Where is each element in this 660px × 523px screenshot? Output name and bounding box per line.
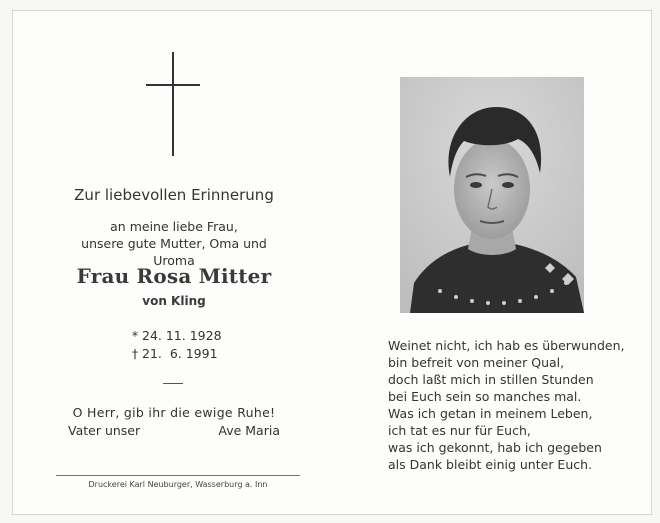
life-dates bbox=[128, 327, 222, 363]
dedication bbox=[60, 218, 288, 269]
prayer-block bbox=[68, 404, 280, 440]
poem-line: was ich gekonnt, hab ich gegeben bbox=[388, 440, 602, 455]
divider bbox=[163, 383, 183, 384]
deceased-name: Frau Rosa Mitter bbox=[76, 264, 272, 288]
poem-line: als Dank bleibt einig unter Euch. bbox=[388, 457, 593, 472]
prayer-names bbox=[68, 422, 280, 440]
dedication-line-1: an meine liebe Frau, bbox=[110, 219, 238, 234]
poem-line: ich tat es nur für Euch, bbox=[388, 423, 531, 438]
death-cross-icon: † bbox=[131, 346, 139, 361]
card-heading: Zur liebevollen Erinnerung bbox=[74, 186, 274, 204]
portrait-illustration bbox=[400, 77, 584, 313]
poem-line: Weinet nicht, ich hab es überwunden, bbox=[388, 338, 625, 353]
footer-rule bbox=[56, 475, 300, 476]
deceased-origin: von Kling bbox=[142, 294, 206, 308]
birth-star-icon: * bbox=[131, 328, 139, 343]
birth-row bbox=[128, 327, 222, 345]
prayer-line: O Herr, gib ihr die ewige Ruhe! bbox=[72, 405, 276, 420]
birth-date: 24. 11. 1928 bbox=[142, 328, 222, 343]
poem-line: Was ich getan in meinem Leben, bbox=[388, 406, 593, 421]
poem-line: doch laßt mich in stillen Stunden bbox=[388, 372, 594, 387]
poem bbox=[388, 337, 625, 473]
dedication-line-2: unsere gute Mutter, Oma und Uroma bbox=[81, 236, 267, 268]
poem-line: bei Euch sein so manches mal. bbox=[388, 389, 582, 404]
portrait-photo bbox=[400, 77, 584, 313]
prayer-vater-unser: Vater unser bbox=[68, 423, 141, 438]
printer-credit: Druckerei Karl Neuburger, Wasserburg a. Inn bbox=[88, 480, 268, 489]
cross-icon bbox=[146, 52, 200, 156]
prayer-ave-maria: Ave Maria bbox=[218, 423, 280, 438]
poem-line: bin befreit von meiner Qual, bbox=[388, 355, 565, 370]
death-date: 21. 6. 1991 bbox=[142, 346, 218, 361]
death-row bbox=[128, 345, 222, 363]
